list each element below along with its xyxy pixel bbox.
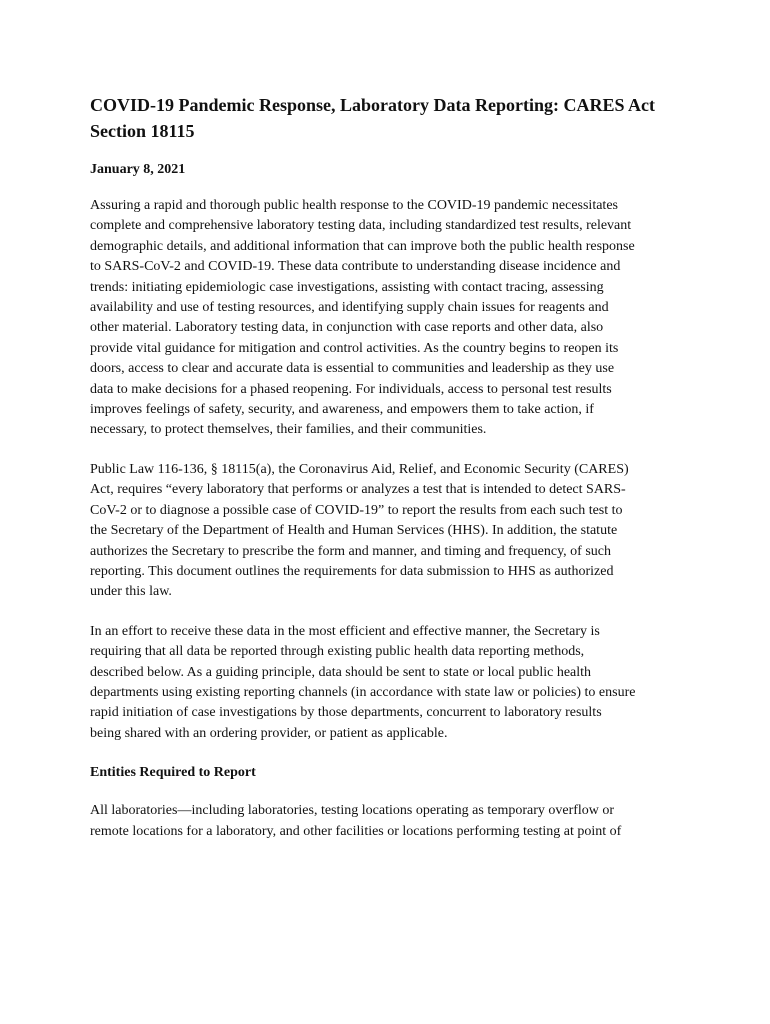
text-line: being shared with an ordering provider, or patient as applicable. bbox=[90, 725, 448, 741]
title-line: COVID-19 Pandemic Response, Laboratory Data Reporting: CARES Act bbox=[90, 95, 655, 115]
paragraph-intro bbox=[90, 196, 682, 441]
paragraph-entities bbox=[90, 801, 682, 842]
document-page bbox=[90, 92, 682, 861]
text-line: Public Law 116-136, § 18115(a), the Coronavirus Aid, Relief, and Economic Security (CARES) bbox=[90, 461, 629, 477]
text-line: described below. As a guiding principle, data should be sent to state or local public health bbox=[90, 664, 592, 680]
document-date: January 8, 2021 bbox=[90, 162, 186, 177]
text-line: under this law. bbox=[90, 584, 172, 600]
section-heading: Entities Required to Report bbox=[90, 765, 256, 781]
text-line: complete and comprehensive laboratory testing data, including standardized test results, relevant bbox=[90, 218, 632, 234]
text-line: Assuring a rapid and thorough public health response to the COVID-19 pandemic necessitates bbox=[90, 198, 618, 213]
paragraph-public-law bbox=[90, 460, 682, 603]
text-line: authorizes the Secretary to prescribe the form and manner, and timing and frequency, of such bbox=[90, 543, 612, 559]
text-line: remote locations for a laboratory, and other facilities or locations performing testing at point of bbox=[90, 823, 622, 839]
text-line: trends: initiating epidemiologic case investigations, assisting with contact tracing, assessing bbox=[90, 279, 604, 295]
text-line: availability and use of testing resources, and identifying supply chain issues for reagents and bbox=[90, 300, 609, 316]
text-line: other material. Laboratory testing data, in conjunction with case reports and other data, also bbox=[90, 320, 604, 336]
paragraph-reporting-methods bbox=[90, 622, 682, 744]
text-line: departments using existing reporting channels (in accordance with state law or policies) to ensure bbox=[90, 684, 636, 700]
text-line: In an effort to receive these data in the most efficient and effective manner, the Secretary is bbox=[90, 623, 600, 639]
text-line: necessary, to protect themselves, their families, and their communities. bbox=[90, 422, 487, 438]
text-line: improves feelings of safety, security, and awareness, and empowers them to take action, if bbox=[90, 402, 594, 418]
text-line: to SARS-CoV-2 and COVID-19. These data contribute to understanding disease incidence and bbox=[90, 259, 621, 275]
text-line: rapid initiation of case investigations by those departments, concurrent to laboratory results bbox=[90, 705, 602, 721]
text-line: the Secretary of the Department of Health and Human Services (HHS). In addition, the statute bbox=[90, 523, 618, 539]
text-line: provide vital guidance for mitigation and control activities. As the country begins to reopen its bbox=[90, 340, 619, 356]
text-line: CoV-2 or to diagnose a possible case of COVID-19” to report the results from each such test to bbox=[90, 502, 623, 518]
text-line: demographic details, and additional information that can improve both the public health response bbox=[90, 238, 635, 254]
document-title bbox=[90, 92, 682, 144]
text-line: reporting. This document outlines the requirements for data submission to HHS as authorized bbox=[90, 563, 614, 579]
title-line: Section 18115 bbox=[90, 121, 195, 141]
text-line: requiring that all data be reported through existing public health data reporting methods, bbox=[90, 644, 585, 660]
text-line: doors, access to clear and accurate data is essential to communities and leadership as they use bbox=[90, 361, 615, 377]
text-line: data to make decisions for a phased reopening. For individuals, access to personal test results bbox=[90, 381, 612, 397]
text-line: All laboratories—including laboratories, testing locations operating as temporary overflow or bbox=[90, 803, 615, 819]
text-line: Act, requires “every laboratory that performs or analyzes a test that is intended to detect SARS- bbox=[90, 482, 626, 498]
